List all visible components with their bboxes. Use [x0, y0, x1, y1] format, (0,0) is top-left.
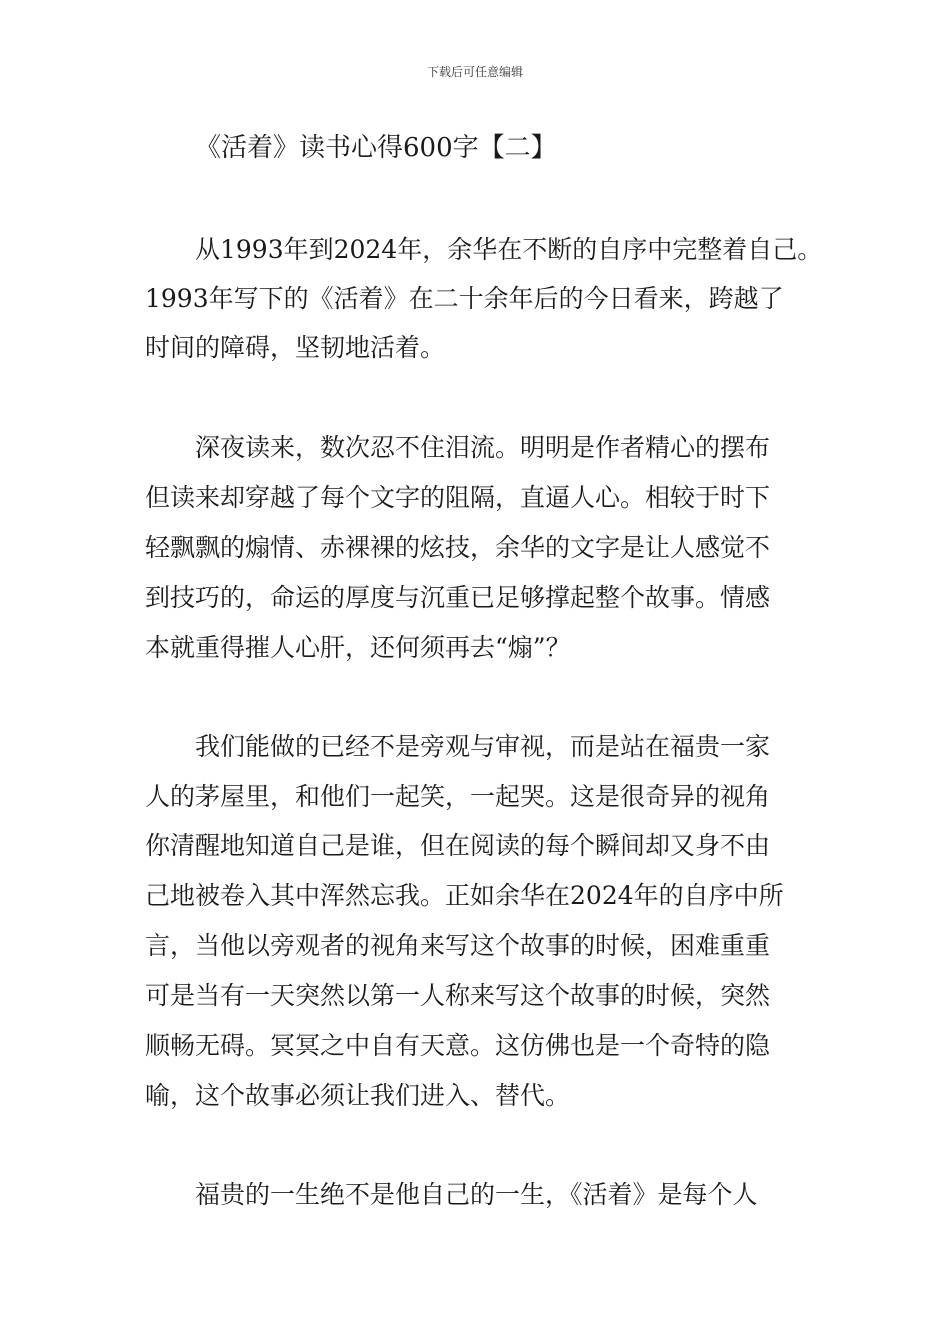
paragraph-3-line-4: 己地被卷入其中浑然忘我。正如余华在2024年的自序中所 — [145, 881, 784, 910]
header-note: 下载后可任意编辑 — [426, 65, 523, 79]
paragraph-3-line-1: 我们能做的已经不是旁观与审视，而是站在福贵一家 — [195, 732, 771, 761]
paragraph-2-line-2: 但读来却穿越了每个文字的阻隔，直逼人心。相较于时下 — [145, 483, 771, 512]
paragraph-1-line-3: 时间的障碍，坚韧地活着。 — [145, 333, 446, 362]
paragraph-3-line-7: 顺畅无碍。冥冥之中自有天意。这仿佛也是一个奇特的隐 — [145, 1031, 771, 1060]
paragraph-4-line-1: 福贵的一生绝不是他自己的一生，《活着》是每个人 — [195, 1180, 758, 1209]
paragraph-1-line-1: 从1993年到2024年，余华在不断的自序中完整着自己。 — [195, 235, 823, 264]
paragraph-3-line-6: 可是当有一天突然以第一人称来写这个故事的时候，突然 — [145, 981, 771, 1010]
paragraph-1-line-2: 1993年写下的《活着》在二十余年后的今日看来，跨越了 — [145, 284, 784, 313]
paragraph-2-line-4: 到技巧的，命运的厚度与沉重已足够撑起整个故事。情感 — [145, 583, 771, 612]
document-title: 《活着》读书心得600字【二】 — [195, 133, 557, 163]
paragraph-3-line-2: 人的茅屋里，和他们一起笑，一起哭。这是很奇异的视角 — [145, 782, 771, 811]
paragraph-3-line-5: 言，当他以旁观者的视角来写这个故事的时候，困难重重 — [145, 931, 771, 960]
paragraph-3-line-3: 你清醒地知道自己是谁，但在阅读的每个瞬间却又身不由 — [145, 831, 771, 860]
paragraph-2-line-5: 本就重得摧人心肝，还何须再去“煽”？ — [145, 633, 571, 662]
paragraph-2-line-1: 深夜读来，数次忍不住泪流。明明是作者精心的摆布 — [195, 433, 771, 462]
paragraph-2-line-3: 轻飘飘的煽情、赤裸裸的炫技，余华的文字是让人感觉不 — [145, 533, 771, 562]
paragraph-3-line-8: 喻，这个故事必须让我们进入、替代。 — [145, 1081, 571, 1110]
